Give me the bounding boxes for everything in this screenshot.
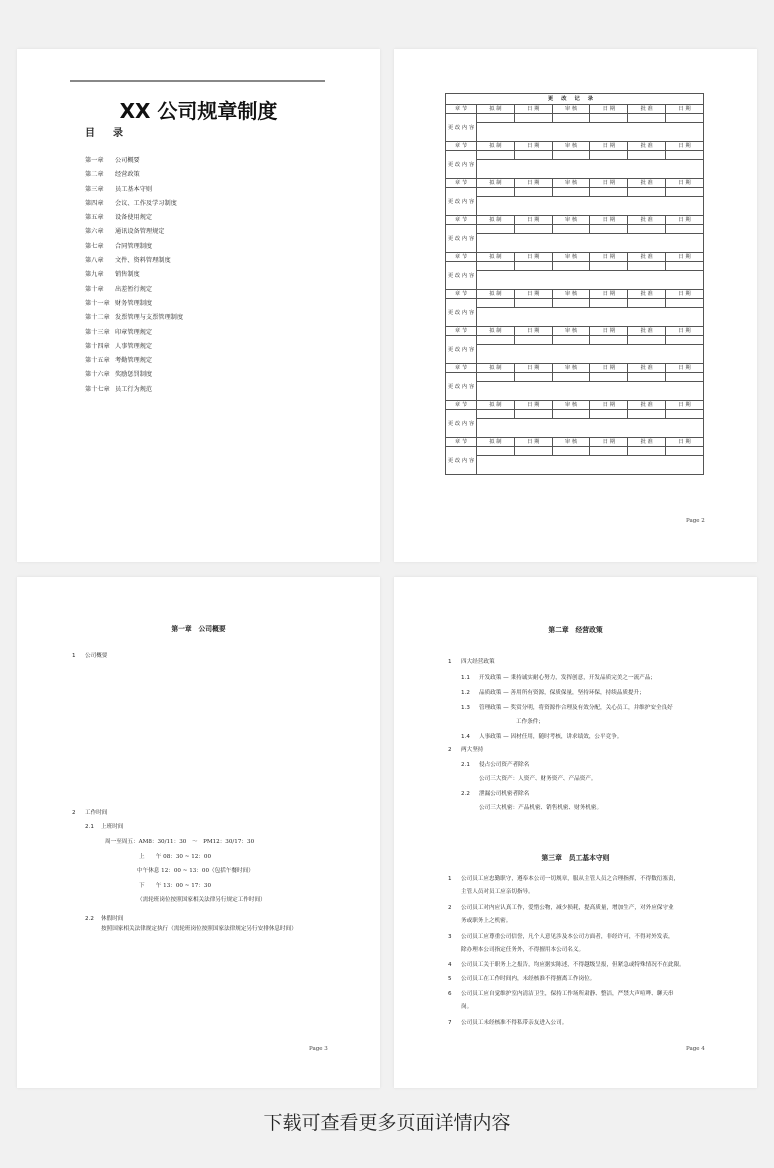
value-cell bbox=[477, 188, 515, 197]
header-cell: 日 期 bbox=[590, 253, 628, 262]
value-cell bbox=[552, 410, 590, 419]
page-number: Page 2 bbox=[686, 518, 705, 524]
table-value-row bbox=[446, 114, 704, 123]
change-content-label: 更 改 内 容 bbox=[446, 336, 477, 364]
page-2-change-record bbox=[394, 49, 757, 562]
value-cell bbox=[590, 336, 628, 345]
table-header-row bbox=[446, 401, 704, 410]
value-cell bbox=[477, 410, 515, 419]
header-cell: 日 期 bbox=[590, 290, 628, 299]
section-number: 1 bbox=[72, 653, 76, 659]
toc-chapter-number: 第四章 bbox=[85, 199, 104, 207]
rule-text: 公司员工应尊重公司信誉，凡个人意见涉及本公司方面者，非经许可，不得对外发表， bbox=[461, 934, 674, 940]
change-content-label: 更 改 内 容 bbox=[446, 373, 477, 401]
rule-text-continued: 主管人员对员工应亲切指导。 bbox=[461, 889, 534, 895]
toc-chapter-number: 第二章 bbox=[85, 171, 104, 179]
table-header-row bbox=[446, 438, 704, 447]
value-cell bbox=[628, 336, 666, 345]
subsection-text: 管理政策 — 奖赏分明，将资源作合理及有效分配，关心员工，并维护安全良好 bbox=[479, 705, 673, 711]
table-value-row bbox=[446, 262, 704, 271]
table-of-contents bbox=[85, 154, 183, 397]
header-cell: 日 期 bbox=[514, 142, 552, 151]
toc-item bbox=[85, 183, 183, 197]
header-cell: 日 期 bbox=[514, 179, 552, 188]
value-cell bbox=[628, 447, 666, 456]
value-cell bbox=[477, 299, 515, 308]
toc-chapter-number: 第十一章 bbox=[85, 299, 110, 307]
toc-item bbox=[85, 340, 183, 354]
header-cell: 章 节 bbox=[446, 216, 477, 225]
rule-text: 公司员工未经核准不得私带亲友进入公司。 bbox=[461, 1020, 568, 1026]
value-cell bbox=[628, 151, 666, 160]
value-cell bbox=[628, 114, 666, 123]
value-cell bbox=[666, 262, 704, 271]
value-cell bbox=[666, 410, 704, 419]
toc-item bbox=[85, 383, 183, 397]
header-cell: 章 节 bbox=[446, 179, 477, 188]
page-3-chapter-1 bbox=[17, 577, 380, 1088]
header-cell: 批 准 bbox=[628, 364, 666, 373]
toc-heading: 目录 bbox=[85, 128, 141, 139]
header-cell: 批 准 bbox=[628, 290, 666, 299]
rule-text: 公司员工对内应认真工作，爱惜公物，减少损耗，提高质量，增加生产，对外应保守业 bbox=[461, 905, 674, 911]
rule-number: 3 bbox=[448, 934, 452, 940]
table-caption: 更改记录 bbox=[446, 94, 704, 105]
toc-chapter-number: 第五章 bbox=[85, 214, 104, 222]
header-cell: 日 期 bbox=[514, 216, 552, 225]
header-cell: 批 准 bbox=[628, 401, 666, 410]
change-content-label: 更 改 内 容 bbox=[446, 188, 477, 216]
page-4-chapters-2-3 bbox=[394, 577, 757, 1088]
subsection-text: 泄漏公司机密者除名 bbox=[479, 791, 530, 797]
text-line: 公司三大机密：产品机密、销售机密、财务机密。 bbox=[479, 805, 603, 811]
table-value-row bbox=[446, 373, 704, 382]
page-1-cover bbox=[17, 49, 380, 562]
toc-item bbox=[85, 268, 183, 282]
subsection-number: 1.3 bbox=[461, 705, 470, 711]
header-cell: 日 期 bbox=[590, 105, 628, 114]
toc-item bbox=[85, 211, 183, 225]
value-cell bbox=[552, 373, 590, 382]
header-cell: 拟 制 bbox=[477, 179, 515, 188]
page-number: Page 4 bbox=[686, 1046, 705, 1052]
header-cell: 审 核 bbox=[552, 179, 590, 188]
value-cell bbox=[666, 151, 704, 160]
subsection-number: 1.4 bbox=[461, 734, 470, 740]
section-text: 两大坚持 bbox=[461, 747, 484, 753]
header-cell: 审 核 bbox=[552, 216, 590, 225]
value-cell bbox=[666, 225, 704, 234]
toc-chapter-name: 文件、资料管理制度 bbox=[115, 257, 171, 265]
value-cell bbox=[514, 262, 552, 271]
header-cell: 日 期 bbox=[666, 290, 704, 299]
header-cell: 日 期 bbox=[590, 438, 628, 447]
toc-chapter-number: 第十章 bbox=[85, 285, 104, 293]
change-content-cell bbox=[477, 382, 704, 401]
change-content-label: 更 改 内 容 bbox=[446, 114, 477, 142]
section-number: 1 bbox=[448, 659, 452, 665]
change-content-label: 更 改 内 容 bbox=[446, 410, 477, 438]
value-cell bbox=[628, 225, 666, 234]
value-cell bbox=[590, 373, 628, 382]
text-line: 工作条件； bbox=[516, 719, 544, 725]
header-cell: 日 期 bbox=[590, 327, 628, 336]
subsection-number: 2.2 bbox=[461, 791, 470, 797]
change-content-label: 更 改 内 容 bbox=[446, 151, 477, 179]
value-cell bbox=[628, 299, 666, 308]
subsection-text: 品质政策 — 善用所有资源，保质保量，坚持环保，持续品质提升； bbox=[479, 690, 645, 696]
header-cell: 日 期 bbox=[666, 179, 704, 188]
text-line: 下 午 13：00 ~ 17：30 bbox=[139, 883, 212, 889]
toc-chapter-number: 第六章 bbox=[85, 228, 104, 236]
value-cell bbox=[590, 447, 628, 456]
toc-chapter-number: 第十七章 bbox=[85, 385, 110, 393]
header-cell: 拟 制 bbox=[477, 364, 515, 373]
subsection-text: 上班时间 bbox=[101, 824, 124, 830]
toc-chapter-number: 第三章 bbox=[85, 185, 104, 193]
table-header-row bbox=[446, 327, 704, 336]
rule-number: 7 bbox=[448, 1020, 452, 1026]
header-cell: 审 核 bbox=[552, 253, 590, 262]
toc-chapter-number: 第十二章 bbox=[85, 314, 110, 322]
value-cell bbox=[514, 225, 552, 234]
toc-item bbox=[85, 154, 183, 168]
toc-chapter-name: 员工行为规范 bbox=[115, 385, 153, 393]
change-content-cell bbox=[477, 456, 704, 475]
toc-item bbox=[85, 283, 183, 297]
chapter-title: 第三章 员工基本守则 bbox=[541, 854, 610, 862]
table-header-row bbox=[446, 105, 704, 114]
toc-item bbox=[85, 326, 183, 340]
header-cell: 日 期 bbox=[590, 179, 628, 188]
value-cell bbox=[552, 336, 590, 345]
value-cell bbox=[477, 114, 515, 123]
value-cell bbox=[514, 373, 552, 382]
toc-item bbox=[85, 368, 183, 382]
subsection-number: 1.1 bbox=[461, 675, 470, 681]
toc-chapter-number: 第七章 bbox=[85, 242, 104, 250]
value-cell bbox=[514, 336, 552, 345]
toc-chapter-name: 公司概要 bbox=[115, 157, 140, 164]
text-line: 公司三大资产：人资产、财务资产、产品资产。 bbox=[479, 776, 597, 782]
value-cell bbox=[628, 188, 666, 197]
header-cell: 批 准 bbox=[628, 253, 666, 262]
rule-text: 公司员工应自觉维护室内清洁卫生，保持工作场所肃静、整洁，严禁大声喧哗、聊天串 bbox=[461, 991, 674, 997]
value-cell bbox=[590, 262, 628, 271]
header-cell: 日 期 bbox=[514, 253, 552, 262]
value-cell bbox=[552, 262, 590, 271]
toc-chapter-name: 财务管理制度 bbox=[115, 299, 153, 307]
value-cell bbox=[552, 225, 590, 234]
rule-number: 5 bbox=[448, 976, 452, 982]
toc-chapter-number: 第十六章 bbox=[85, 371, 110, 379]
toc-chapter-name: 奖励惩罚制度 bbox=[115, 371, 153, 379]
value-cell bbox=[477, 336, 515, 345]
header-cell: 日 期 bbox=[514, 327, 552, 336]
rule-text-continued: 岗。 bbox=[461, 1004, 473, 1010]
toc-chapter-number: 第八章 bbox=[85, 257, 104, 265]
toc-item bbox=[85, 240, 183, 254]
header-cell: 审 核 bbox=[552, 364, 590, 373]
change-content-label: 更 改 内 容 bbox=[446, 447, 477, 475]
table-value-row bbox=[446, 336, 704, 345]
section-text: 四大经营政策 bbox=[461, 659, 495, 665]
header-cell: 章 节 bbox=[446, 253, 477, 262]
chapter-title: 第二章 经营政策 bbox=[548, 626, 603, 634]
toc-chapter-name: 经营政策 bbox=[115, 171, 140, 179]
header-cell: 日 期 bbox=[666, 253, 704, 262]
toc-item bbox=[85, 168, 183, 182]
value-cell bbox=[477, 262, 515, 271]
value-cell bbox=[666, 447, 704, 456]
rule-number: 2 bbox=[448, 905, 452, 911]
change-record-table bbox=[445, 93, 704, 475]
title-rule bbox=[70, 80, 325, 82]
text-line: 中午休息 12：00 ~ 13：00（包括午餐时间） bbox=[137, 868, 254, 874]
value-cell bbox=[552, 299, 590, 308]
change-content-cell bbox=[477, 308, 704, 327]
toc-chapter-name: 人事管理规定 bbox=[115, 342, 153, 350]
header-cell: 拟 制 bbox=[477, 401, 515, 410]
header-cell: 拟 制 bbox=[477, 216, 515, 225]
document-title: XX 公司规章制度 bbox=[119, 99, 278, 123]
section-text: 工作时间 bbox=[85, 810, 108, 816]
header-cell: 日 期 bbox=[590, 142, 628, 151]
header-cell: 日 期 bbox=[514, 364, 552, 373]
toc-chapter-name: 印章管理规定 bbox=[115, 328, 153, 336]
change-content-cell bbox=[477, 160, 704, 179]
table-header-row bbox=[446, 290, 704, 299]
toc-chapter-number: 第十五章 bbox=[85, 357, 110, 365]
header-cell: 章 节 bbox=[446, 142, 477, 151]
value-cell bbox=[590, 114, 628, 123]
rule-text: 公司员工应忠勤职守，遵奉本公司一切规章，服从主管人员之合理指挥，不得数衍塞责， bbox=[461, 876, 680, 882]
rule-text: 公司员工在工作时间内，未经核准不得擅离工作岗位。 bbox=[461, 976, 596, 982]
page-number: Page 3 bbox=[309, 1046, 328, 1052]
header-cell: 审 核 bbox=[552, 401, 590, 410]
value-cell bbox=[590, 151, 628, 160]
value-cell bbox=[590, 225, 628, 234]
toc-chapter-number: 第九章 bbox=[85, 271, 104, 279]
header-cell: 拟 制 bbox=[477, 105, 515, 114]
toc-chapter-number: 第一章 bbox=[85, 157, 104, 164]
toc-item bbox=[85, 297, 183, 311]
value-cell bbox=[477, 225, 515, 234]
toc-chapter-number: 第十三章 bbox=[85, 328, 110, 336]
header-cell: 审 核 bbox=[552, 142, 590, 151]
value-cell bbox=[552, 151, 590, 160]
header-cell: 拟 制 bbox=[477, 438, 515, 447]
change-content-cell bbox=[477, 345, 704, 364]
value-cell bbox=[514, 299, 552, 308]
header-cell: 日 期 bbox=[666, 216, 704, 225]
toc-chapter-name: 员工基本守则 bbox=[115, 185, 153, 193]
rule-text-continued: 除办理本公司指定任务外，不得擅用本公司名义。 bbox=[461, 947, 585, 953]
value-cell bbox=[514, 188, 552, 197]
header-cell: 审 核 bbox=[552, 290, 590, 299]
value-cell bbox=[628, 373, 666, 382]
table-value-row bbox=[446, 188, 704, 197]
toc-chapter-name: 合同管理制度 bbox=[115, 242, 153, 250]
value-cell bbox=[666, 188, 704, 197]
subsection-text: 休假时间 bbox=[101, 916, 124, 922]
header-cell: 批 准 bbox=[628, 327, 666, 336]
change-content-label: 更 改 内 容 bbox=[446, 262, 477, 290]
toc-item bbox=[85, 311, 183, 325]
value-cell bbox=[666, 336, 704, 345]
change-content-label: 更 改 内 容 bbox=[446, 299, 477, 327]
value-cell bbox=[590, 299, 628, 308]
table-header-row bbox=[446, 253, 704, 262]
header-cell: 批 准 bbox=[628, 438, 666, 447]
header-cell: 审 核 bbox=[552, 327, 590, 336]
subsection-number: 1.2 bbox=[461, 690, 470, 696]
text-line: 按照国家相关法律规定执行（需轮班岗位按照国家法律规定另行安排休息时间） bbox=[101, 926, 297, 932]
value-cell bbox=[666, 373, 704, 382]
header-cell: 章 节 bbox=[446, 438, 477, 447]
section-number: 2 bbox=[72, 810, 76, 816]
toc-item bbox=[85, 225, 183, 239]
header-cell: 批 准 bbox=[628, 142, 666, 151]
toc-chapter-name: 考勤管理规定 bbox=[115, 357, 153, 365]
table-header-row bbox=[446, 179, 704, 188]
footer-caption: 下载可查看更多页面详情内容 bbox=[263, 1112, 511, 1134]
header-cell: 日 期 bbox=[514, 105, 552, 114]
change-content-cell bbox=[477, 234, 704, 253]
value-cell bbox=[666, 299, 704, 308]
value-cell bbox=[477, 373, 515, 382]
subsection-text: 开发政策 — 秉持诚实耐心努力，发挥创意，开发品质完美之一流产品； bbox=[479, 675, 656, 681]
value-cell bbox=[628, 262, 666, 271]
header-cell: 拟 制 bbox=[477, 327, 515, 336]
header-cell: 日 期 bbox=[514, 401, 552, 410]
table-value-row bbox=[446, 410, 704, 419]
value-cell bbox=[514, 151, 552, 160]
toc-item bbox=[85, 197, 183, 211]
change-content-label: 更 改 内 容 bbox=[446, 225, 477, 253]
subsection-text: 侵占公司资产者除名 bbox=[479, 762, 530, 768]
toc-chapter-name: 会议、工作及学习制度 bbox=[115, 199, 177, 207]
toc-chapter-name: 发票管理与支票管理制度 bbox=[115, 314, 184, 322]
header-cell: 拟 制 bbox=[477, 290, 515, 299]
subsection-number: 2.1 bbox=[461, 762, 470, 768]
header-cell: 审 核 bbox=[552, 105, 590, 114]
toc-item bbox=[85, 354, 183, 368]
value-cell bbox=[514, 410, 552, 419]
value-cell bbox=[590, 410, 628, 419]
toc-chapter-name: 销售制度 bbox=[115, 271, 140, 279]
header-cell: 拟 制 bbox=[477, 253, 515, 262]
table-value-row bbox=[446, 225, 704, 234]
subsection-text: 人事政策 — 因材任用，随时考核，讲求绩效，公平竞争。 bbox=[479, 734, 623, 740]
value-cell bbox=[552, 114, 590, 123]
header-cell: 批 准 bbox=[628, 216, 666, 225]
toc-chapter-name: 通讯设备管理规定 bbox=[115, 228, 165, 236]
header-cell: 拟 制 bbox=[477, 142, 515, 151]
toc-chapter-name: 设备使用规定 bbox=[115, 214, 153, 222]
subsection-number: 2.2 bbox=[85, 916, 94, 922]
rule-number: 6 bbox=[448, 991, 452, 997]
change-content-cell bbox=[477, 123, 704, 142]
header-cell: 日 期 bbox=[666, 438, 704, 447]
header-cell: 日 期 bbox=[590, 401, 628, 410]
table-value-row bbox=[446, 151, 704, 160]
header-cell: 章 节 bbox=[446, 327, 477, 336]
header-cell: 审 核 bbox=[552, 438, 590, 447]
toc-chapter-number: 第十四章 bbox=[85, 342, 110, 350]
value-cell bbox=[477, 151, 515, 160]
change-content-cell bbox=[477, 271, 704, 290]
table-header-row bbox=[446, 142, 704, 151]
header-cell: 日 期 bbox=[666, 105, 704, 114]
table-value-row bbox=[446, 299, 704, 308]
chapter-title: 第一章 公司概要 bbox=[171, 625, 226, 633]
text-line: （需轮班岗位按照国家相关法律另行规定工作时间） bbox=[137, 897, 266, 903]
rule-number: 1 bbox=[448, 876, 452, 882]
change-content-cell bbox=[477, 197, 704, 216]
text-line: 上 午 08：30 ~ 12：00 bbox=[139, 854, 212, 860]
header-cell: 日 期 bbox=[666, 327, 704, 336]
header-cell: 日 期 bbox=[590, 216, 628, 225]
toc-item bbox=[85, 254, 183, 268]
header-cell: 章 节 bbox=[446, 401, 477, 410]
value-cell bbox=[590, 188, 628, 197]
header-cell: 批 准 bbox=[628, 179, 666, 188]
header-cell: 日 期 bbox=[666, 364, 704, 373]
header-cell: 章 节 bbox=[446, 364, 477, 373]
toc-chapter-name: 出差暂行规定 bbox=[115, 285, 153, 293]
header-cell: 日 期 bbox=[514, 438, 552, 447]
header-cell: 日 期 bbox=[666, 142, 704, 151]
rule-text: 公司员工关于职务上之报告，均应据实陈述，不得越级呈报，但紧急或特殊情况不在此限。 bbox=[461, 962, 685, 968]
section-number: 2 bbox=[448, 747, 452, 753]
subsection-number: 2.1 bbox=[85, 824, 94, 830]
value-cell bbox=[552, 188, 590, 197]
value-cell bbox=[514, 114, 552, 123]
header-cell: 日 期 bbox=[514, 290, 552, 299]
section-text: 公司概要 bbox=[85, 653, 108, 659]
table-value-row bbox=[446, 447, 704, 456]
header-cell: 章 节 bbox=[446, 105, 477, 114]
value-cell bbox=[628, 410, 666, 419]
value-cell bbox=[514, 447, 552, 456]
value-cell bbox=[666, 114, 704, 123]
table-header-row bbox=[446, 364, 704, 373]
header-cell: 章 节 bbox=[446, 290, 477, 299]
value-cell bbox=[477, 447, 515, 456]
change-content-cell bbox=[477, 419, 704, 438]
rule-number: 4 bbox=[448, 962, 452, 968]
text-line: 周一至周五：AM8：30/11：30 ～ PM12：30/17：30 bbox=[105, 839, 255, 845]
table-header-row bbox=[446, 216, 704, 225]
header-cell: 日 期 bbox=[666, 401, 704, 410]
rule-text-continued: 务或职务上之机密。 bbox=[461, 918, 512, 924]
value-cell bbox=[552, 447, 590, 456]
header-cell: 日 期 bbox=[590, 364, 628, 373]
header-cell: 批 准 bbox=[628, 105, 666, 114]
